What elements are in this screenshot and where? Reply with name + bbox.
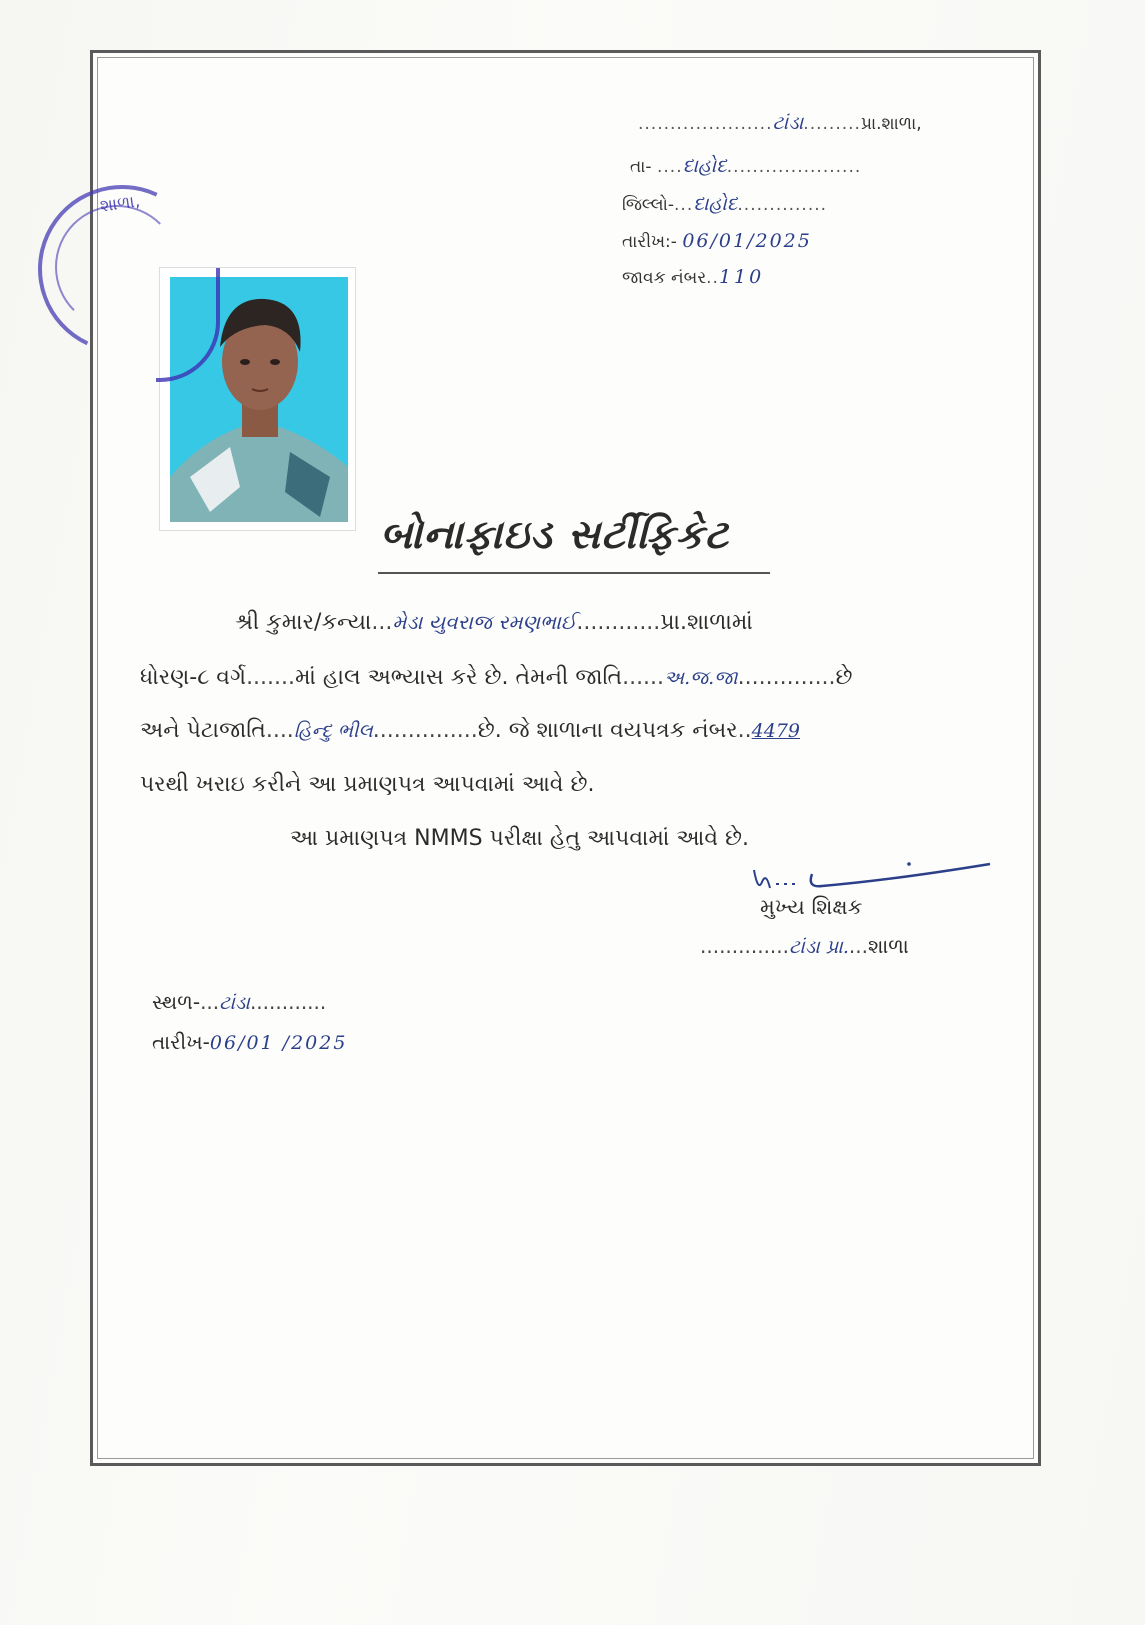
date-label: તારીખ:- [622,232,677,252]
taluka-label: તા- [630,157,652,177]
register-text: છે. જે શાળાના વયપત્રક નંબર [477,718,738,743]
footer-place: સ્થળ-...ટાંડા............ [152,990,327,1014]
student-photo [160,268,355,530]
header-district: જિલ્લો-...દાહોદ.............. [622,193,828,215]
school-name-handwritten: ટાંડા [772,112,804,134]
header-outward: જાવક નંબર..110 [622,266,765,288]
body-line-1: શ્રી કુમાર/કન્યા...મેડા યુવરાજ રમણભાઈ............પ્રા.શાળામાં [235,610,753,635]
signature-school-suffix: શાળા [867,934,909,958]
school-suffix: પ્રા.શાળા, [860,114,922,134]
district-value: દાહોદ [693,193,738,215]
student-name: મેડા યુવરાજ રમણભાઈ [392,610,577,634]
footer-date-value: 06/01 /2025 [209,1032,348,1054]
header-school: .....................ટાંડા.........પ્રા.શાળા, [638,112,922,134]
taluka-value: દાહોદ [682,155,727,177]
place-label: સ્થળ- [152,990,201,1014]
certificate-title: બોનાફાઇડ સર્ટીફિકેટ [380,512,729,558]
student-label: શ્રી કુમાર/કન્યા [235,610,372,635]
stamp-text: શાળા, [98,191,142,217]
outward-label: જાવક નંબર [622,268,707,288]
signature-school: ..............ટાંડા પ્રા....શાળા [700,934,909,958]
header-taluka: તા- ....દાહોદ..................... [630,155,862,177]
place-value: ટાંડા [219,992,250,1014]
body-line-4: પરથી ખરાઇ કરીને આ પ્રમાણપત્ર આપવામાં આવે છે. [140,772,595,797]
body-line-3: અને પેટાજાતિ....હિન્દુ ભીલ...............છે. જે શાળાના વયપત્રક નંબર..4479 [140,718,801,743]
footer-date [152,1030,347,1054]
study-text: માં હાલ અભ્યાસ કરે છે. તેમની જાતિ [295,665,623,690]
date-value: 06/01/2025 [682,230,812,252]
class-label: ધોરણ-૮ વર્ગ [140,665,247,690]
headmaster-label: મુખ્ય શિક્ષક [760,895,863,919]
caste-value: અ.જ.જા [664,667,738,689]
caste-suffix: છે [835,665,853,690]
outward-value: 110 [718,266,765,288]
register-number: 4479 [751,720,801,742]
district-label: જિલ્લો- [622,195,675,215]
body-line-2: ધોરણ-૮ વર્ગ.......માં હાલ અભ્યાસ કરે છે. તેમની જાતિ......અ.જ.જા..............છે [140,665,853,690]
signature-school-name: ટાંડા પ્રા. [789,936,849,958]
certificate-border [90,50,1041,1466]
title-underline [378,572,770,574]
school-suffix-body: પ્રા.શાળામાં [660,610,753,635]
footer-date-label: તારીખ- [152,1030,210,1054]
body-line-5: આ પ્રમાણપત્ર NMMS પરીક્ષા હેતુ આપવામાં આવે છે. [290,826,750,851]
header-date [622,230,812,252]
subcaste-value: હિન્દુ ભીલ [293,720,373,742]
subcaste-label: અને પેટાજાતિ [140,718,266,743]
